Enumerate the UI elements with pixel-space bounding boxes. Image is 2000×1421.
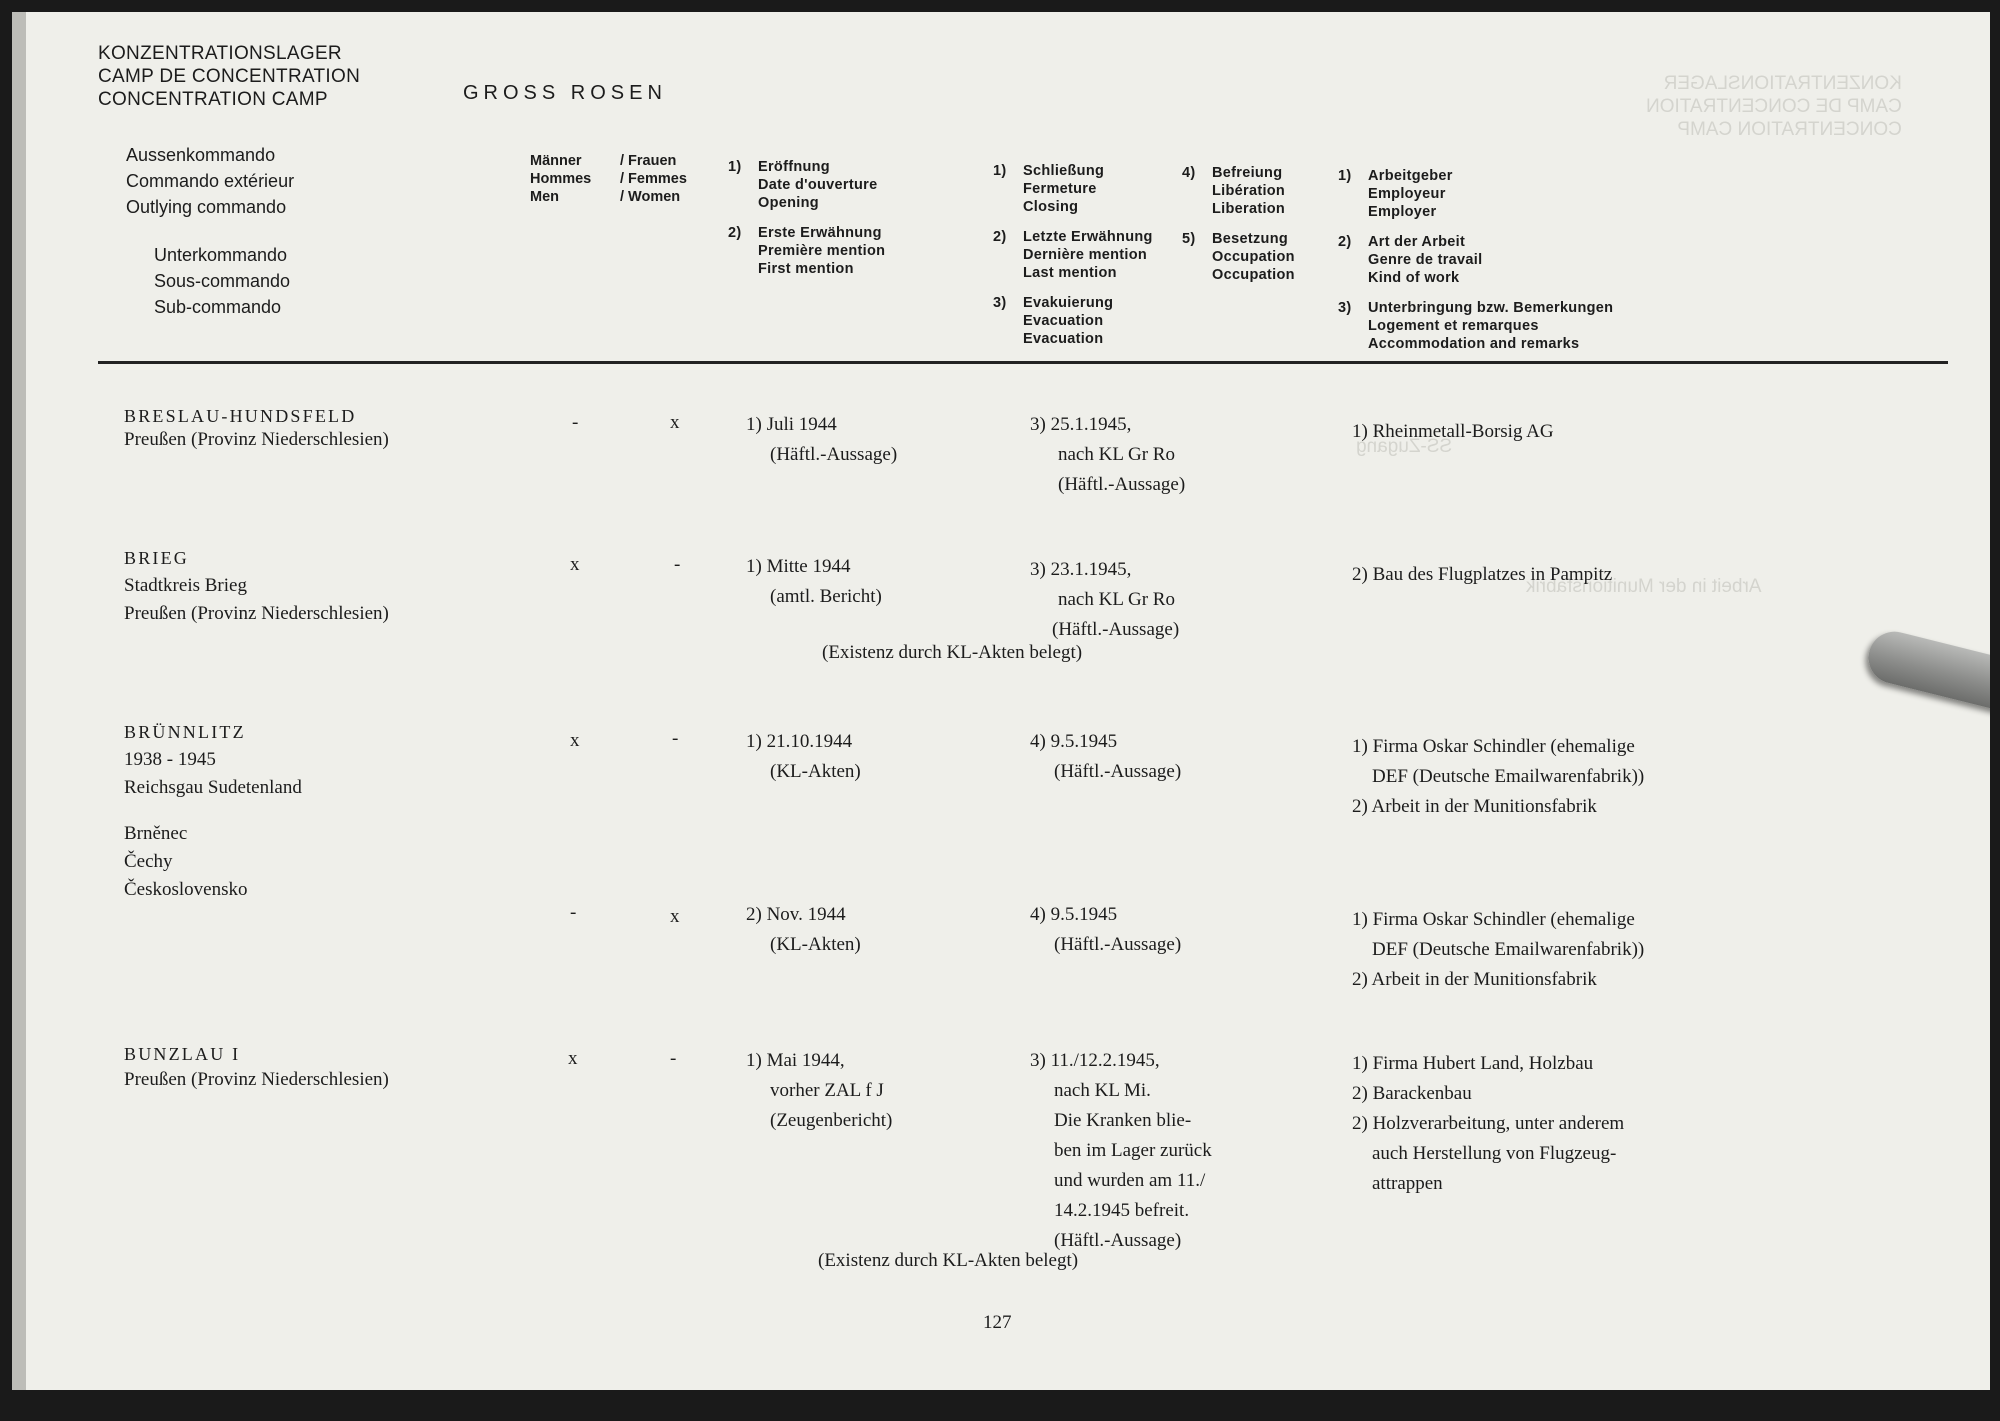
page-holder-blade <box>1863 626 1990 730</box>
cell-line: nach KL Gr Ro <box>1058 444 1175 465</box>
entry-bunzlau <box>124 1044 389 1091</box>
work-cell <box>1352 732 1644 822</box>
men-mark: x <box>568 1048 578 1069</box>
women-mark: - <box>670 1048 677 1069</box>
heading-line: Evakuierung <box>1023 295 1114 311</box>
entry-local-region: Čechy <box>124 851 173 872</box>
sub-line-fr: Sous-commando <box>154 271 291 291</box>
cell-line: 1) Mai 1944, <box>746 1050 845 1071</box>
heading-line: Closing <box>1023 199 1079 215</box>
cell-line: 1) Firma Oskar Schindler (ehemalige <box>1352 736 1635 757</box>
heading-line: Première mention <box>758 243 886 259</box>
work-cell <box>1352 1049 1624 1199</box>
heading-line: Evacuation <box>1023 313 1104 329</box>
header-divider <box>98 361 1948 364</box>
men-mark: - <box>570 902 577 923</box>
closing-cell <box>1030 1046 1212 1256</box>
men-mark: x <box>570 730 580 751</box>
entry-name: BUNZLAU I <box>124 1044 241 1064</box>
heading-line: Kind of work <box>1368 270 1460 286</box>
entry-name: BRESLAU-HUNDSFELD <box>124 406 357 426</box>
existence-note: (Existenz durch KL-Akten belegt) <box>818 1250 1079 1271</box>
camp-title <box>98 42 360 111</box>
cell-line: vorher ZAL f J <box>770 1080 884 1101</box>
heading-line: Unterbringung bzw. Bemerkungen <box>1368 300 1614 316</box>
heading-number: 5) <box>1182 231 1196 247</box>
sub-line-de: Unterkommando <box>154 245 288 265</box>
heading-line: Libération <box>1212 183 1286 199</box>
women-mark: - <box>672 728 679 749</box>
cell-line: 2) Holzverarbeitung, unter anderem <box>1352 1113 1625 1134</box>
entry-years: 1938 - 1945 <box>124 749 216 770</box>
entry-region: Preußen (Provinz Niederschlesien) <box>124 603 389 624</box>
closing-column-heading <box>993 162 1153 360</box>
opening-cell <box>746 1046 892 1136</box>
entry-breslau <box>124 406 389 451</box>
heading-line: Occupation <box>1212 267 1295 283</box>
cell-line: (Häftl.-Aussage) <box>1054 761 1182 782</box>
title-line-de: KONZENTRATIONSLAGER <box>98 43 342 64</box>
title-line-en: CONCENTRATION CAMP <box>98 89 328 110</box>
heading-line: First mention <box>758 261 854 277</box>
entry-brunnlitz <box>124 722 302 901</box>
gender-men-fr: Hommes <box>530 171 592 187</box>
heading-line: Befreiung <box>1212 165 1283 181</box>
page-number: 127 <box>983 1312 1012 1333</box>
heading-number: 3) <box>993 295 1007 311</box>
cell-line: Die Kranken blie- <box>1054 1110 1192 1131</box>
heading-number: 2) <box>993 229 1007 245</box>
heading-line: Eröffnung <box>758 159 830 175</box>
entry-name: BRÜNNLITZ <box>124 722 246 742</box>
employer-column-heading <box>1338 167 1613 365</box>
cell-line: (Häftl.-Aussage) <box>770 444 898 465</box>
heading-number: 1) <box>728 159 742 175</box>
opening-cell <box>746 552 882 612</box>
cell-line: 2) Arbeit in der Munitionsfabrik <box>1352 796 1597 817</box>
opening-cell <box>746 727 861 787</box>
women-mark: x <box>670 906 680 927</box>
cell-line: (Häftl.-Aussage) <box>1052 619 1180 640</box>
work-cell <box>1352 560 1612 590</box>
entry-local-name: Brněnec <box>124 823 188 844</box>
show-through-text: Arbeit in der Munitionsfabrik <box>1526 576 1762 597</box>
entry-district: Stadtkreis Brieg <box>124 575 247 596</box>
cell-line: 2) Barackenbau <box>1352 1083 1472 1104</box>
heading-line: Besetzung <box>1212 231 1289 247</box>
cell-line: 4) 9.5.1945 <box>1030 731 1118 752</box>
entry-region: Reichsgau Sudetenland <box>124 777 302 798</box>
title-line-fr: CAMP DE CONCENTRATION <box>98 66 361 87</box>
entry-brieg <box>124 548 389 625</box>
cell-line: 1) Mitte 1944 <box>746 556 851 577</box>
men-mark: - <box>572 412 579 433</box>
cell-line: 4) 9.5.1945 <box>1030 904 1118 925</box>
heading-number: 1) <box>1338 168 1352 184</box>
cell-line: ben im Lager zurück <box>1054 1140 1212 1161</box>
cell-line: (Häftl.-Aussage) <box>1054 1230 1182 1251</box>
heading-line: Dernière mention <box>1023 247 1148 263</box>
cell-line: auch Herstellung von Flugzeug- <box>1372 1143 1617 1164</box>
women-mark: x <box>670 412 680 433</box>
entry-name: BRIEG <box>124 548 189 568</box>
work-cell <box>1352 905 1644 995</box>
cell-line: (Häftl.-Aussage) <box>1058 474 1186 495</box>
gender-women-de: / Frauen <box>620 153 677 169</box>
cell-line: DEF (Deutsche Emailwarenfabrik)) <box>1372 766 1645 787</box>
heading-line: Logement et remarques <box>1368 318 1539 334</box>
outlying-line-en: Outlying commando <box>126 197 287 217</box>
outlying-commando-heading <box>126 142 294 220</box>
cell-line: 1) Juli 1944 <box>746 414 837 435</box>
entry-region: Preußen (Provinz Niederschlesien) <box>124 1069 389 1090</box>
closing-cell <box>1030 410 1185 500</box>
heading-number: 1) <box>993 163 1007 179</box>
cell-line: 1) Rheinmetall-Borsig AG <box>1352 421 1554 442</box>
cell-line: (amtl. Bericht) <box>770 586 882 607</box>
heading-line: Arbeitgeber <box>1368 168 1453 184</box>
cell-line: 1) Firma Hubert Land, Holzbau <box>1352 1053 1594 1074</box>
cell-line: 2) Arbeit in der Munitionsfabrik <box>1352 969 1597 990</box>
work-cell <box>1352 417 1554 447</box>
sub-commando-heading <box>154 242 290 320</box>
cell-line: (Häftl.-Aussage) <box>1054 934 1182 955</box>
camp-name: GROSS ROSEN <box>463 82 667 104</box>
closing-cell <box>1030 555 1179 645</box>
heading-line: Evacuation <box>1023 331 1104 347</box>
heading-line: Date d'ouverture <box>758 177 878 193</box>
cell-line: 14.2.1945 befreit. <box>1054 1200 1190 1221</box>
heading-line: Employeur <box>1368 186 1446 202</box>
gender-men-en: Men <box>530 189 559 205</box>
cell-line: (Zeugenbericht) <box>770 1110 893 1131</box>
heading-line: Letzte Erwähnung <box>1023 229 1153 245</box>
heading-line: Last mention <box>1023 265 1117 281</box>
gender-column-heading <box>530 152 687 206</box>
show-through-text: SS-Zugang <box>1356 436 1453 457</box>
cell-line: DEF (Deutsche Emailwarenfabrik)) <box>1372 939 1645 960</box>
cell-line: nach KL Mi. <box>1054 1080 1151 1101</box>
cell-line: 3) 11./12.2.1945, <box>1030 1050 1160 1071</box>
cell-line: (KL-Akten) <box>770 761 861 782</box>
show-through-text: KONZENTRATIONSLAGER CAMP DE CONCENTRATION CONCENTRATION CAMP <box>1646 73 1902 140</box>
cell-line: 1) 21.10.1944 <box>746 731 853 752</box>
cell-line: nach KL Gr Ro <box>1058 589 1175 610</box>
heading-line: Accommodation and remarks <box>1368 336 1580 352</box>
cell-line: 2) Nov. 1944 <box>746 904 846 925</box>
document-page <box>12 12 1990 1390</box>
opening-cell <box>746 410 897 470</box>
cell-line: attrappen <box>1372 1173 1443 1194</box>
heading-line: Opening <box>758 195 819 211</box>
closing-cell <box>1030 900 1181 960</box>
heading-line: Employer <box>1368 204 1437 220</box>
entry-region: Preußen (Provinz Niederschlesien) <box>124 429 389 450</box>
heading-line: Art der Arbeit <box>1368 234 1466 250</box>
cell-line: (KL-Akten) <box>770 934 861 955</box>
heading-line: Liberation <box>1212 201 1286 217</box>
opening-cell <box>746 900 861 960</box>
heading-line: Genre de travail <box>1368 252 1483 268</box>
heading-line: Schließung <box>1023 163 1105 179</box>
opening-column-heading <box>728 158 885 290</box>
heading-number: 2) <box>728 225 742 241</box>
men-mark: x <box>570 554 580 575</box>
existence-note: (Existenz durch KL-Akten belegt) <box>822 642 1083 663</box>
liberation-column-heading <box>1182 164 1295 296</box>
outlying-line-fr: Commando extérieur <box>126 171 295 191</box>
outlying-line-de: Aussenkommando <box>126 145 276 165</box>
closing-cell <box>1030 727 1181 787</box>
cell-line: 3) 23.1.1945, <box>1030 559 1132 580</box>
sub-line-en: Sub-commando <box>154 297 282 317</box>
heading-line: Erste Erwähnung <box>758 225 882 241</box>
cell-line: und wurden am 11./ <box>1054 1170 1206 1191</box>
cell-line: 2) Bau des Flugplatzes in Pampitz <box>1352 564 1613 585</box>
gender-women-fr: / Femmes <box>620 171 687 187</box>
cell-line: 1) Firma Oskar Schindler (ehemalige <box>1352 909 1635 930</box>
heading-line: Fermeture <box>1023 181 1097 197</box>
heading-number: 4) <box>1182 165 1196 181</box>
gender-women-en: / Women <box>620 189 681 205</box>
heading-number: 2) <box>1338 234 1352 250</box>
heading-line: Occupation <box>1212 249 1295 265</box>
women-mark: - <box>674 554 681 575</box>
heading-number: 3) <box>1338 300 1352 316</box>
entry-local-country: Československo <box>124 879 248 900</box>
cell-line: 3) 25.1.1945, <box>1030 414 1132 435</box>
gender-men-de: Männer <box>530 153 582 169</box>
